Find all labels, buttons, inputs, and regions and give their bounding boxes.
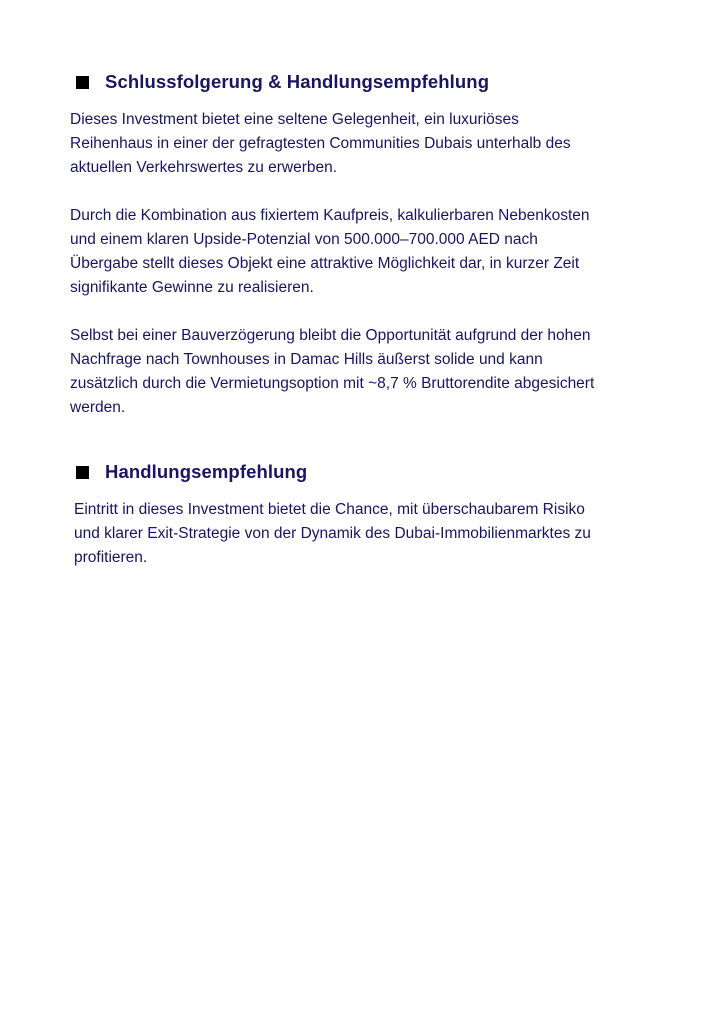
text-line: zusätzlich durch die Vermietungsoption mit ~8,7 % Bruttorendite abgesichert xyxy=(70,375,595,392)
text-line: Dieses Investment bietet eine seltene Gelegenheit, ein luxuriöses xyxy=(70,111,519,128)
section-heading xyxy=(70,68,670,96)
text-line: und einem klaren Upside-Potenzial von 500.000–700.000 AED nach xyxy=(70,231,538,248)
section-title: Schlussfolgerung & Handlungsempfehlung xyxy=(105,71,490,92)
section-heading xyxy=(74,458,674,486)
section-title: Handlungsempfehlung xyxy=(105,461,308,482)
square-bullet-icon xyxy=(76,76,89,89)
square-bullet-icon xyxy=(76,466,89,479)
section-recommendation xyxy=(74,458,674,570)
text-line: Übergabe stellt dieses Objekt eine attraktive Möglichkeit dar, in kurzer Zeit xyxy=(70,255,580,272)
text-line: und klarer Exit-Strategie von der Dynamik des Dubai-Immobilienmarktes zu xyxy=(74,525,591,542)
paragraph xyxy=(74,498,674,570)
text-line: signifikante Gewinne zu realisieren. xyxy=(70,279,314,296)
text-line: Reihenhaus in einer der gefragtesten Communities Dubais unterhalb des xyxy=(70,135,571,152)
text-line: Nachfrage nach Townhouses in Damac Hills äußerst solide und kann xyxy=(70,351,543,368)
text-line: profitieren. xyxy=(74,549,148,566)
paragraph xyxy=(70,204,670,300)
section-conclusion xyxy=(70,68,670,420)
text-line: Selbst bei einer Bauverzögerung bleibt die Opportunität aufgrund der hohen xyxy=(70,327,591,344)
text-line: werden. xyxy=(70,399,126,416)
text-line: aktuellen Verkehrswertes zu erwerben. xyxy=(70,159,338,176)
paragraph xyxy=(70,324,670,420)
text-line: Durch die Kombination aus fixiertem Kaufpreis, kalkulierbaren Nebenkosten xyxy=(70,207,590,224)
text-line: Eintritt in dieses Investment bietet die Chance, mit überschaubarem Risiko xyxy=(74,501,585,518)
paragraph xyxy=(70,108,670,180)
